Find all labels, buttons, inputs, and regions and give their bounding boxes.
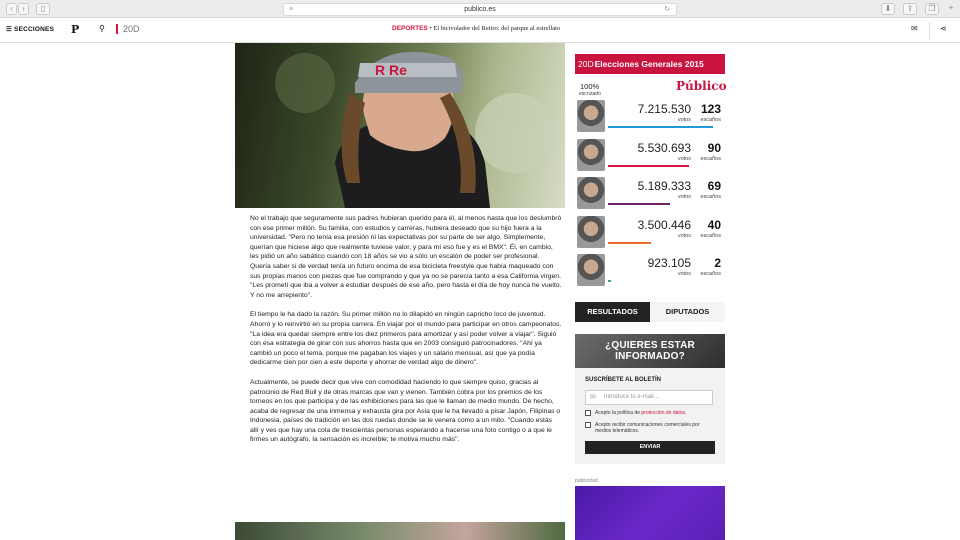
email-placeholder: Introduce tu e-mail...: [604, 394, 659, 400]
votes-label: votos: [677, 271, 691, 277]
tab-deputies[interactable]: DIPUTADOS: [650, 302, 725, 322]
commercial-label: Acepto recibir comunicaciones comerciales por medios telemáticos.: [595, 422, 700, 434]
scrutiny-label: escrutado: [579, 91, 601, 97]
privacy-checkbox[interactable]: [585, 410, 591, 416]
article-body: [250, 214, 562, 455]
sidebar-toggle-icon[interactable]: ▯: [36, 3, 50, 15]
party-share-bar: [608, 126, 713, 128]
commercial-checkbox[interactable]: [585, 422, 591, 428]
privacy-end: .: [685, 410, 687, 416]
seats-label: escaños: [700, 194, 721, 200]
share-icon[interactable]: ⇪: [903, 3, 917, 15]
party-result-row[interactable]: [575, 100, 725, 136]
publico-logo: Público: [676, 79, 727, 93]
mail-icon: ✉: [590, 394, 596, 401]
header-divider: [929, 22, 930, 40]
seats-label: escaños: [700, 155, 721, 162]
breaking-headline: • El bicivolador del Retiro: del parque al estrellato: [427, 25, 561, 32]
candidate-photo: [577, 177, 605, 209]
votes-label: votos: [677, 232, 691, 239]
ad-banner[interactable]: [575, 486, 725, 540]
reload-icon[interactable]: ↻: [664, 6, 670, 13]
party-share-bar: [608, 203, 670, 205]
share-icon[interactable]: ⋖: [940, 24, 947, 33]
url-text: publico.es: [464, 6, 496, 13]
search-icon[interactable]: ⚲: [99, 24, 105, 33]
newsletter-banner: [575, 334, 725, 368]
address-bar[interactable]: [283, 3, 677, 16]
party-votes: 7.215.530: [637, 102, 691, 116]
article-paragraph: No el trabajo que seguramente sus padres hubieran querido para él, al menos hasta que los deslumbró con ese primer millón. Su familia, con estudios y carreras, hubiera deseado que su hijo fuera a la universidad. "Pero no tenía esa presión ni las expectativas por su parte de ser algo. Simplemente, querían que hiciese algo que realmente tuviese valor, y para mí eso fue y es el BMX". Él, en cambio, les pidió un año sabático cuando con 18 años se vio a sólo un escalón de poder ser profesional. Quería saber si de verdad tenía un futuro encima de esa bicicleta freestyle que había maqueado con sus propias manos con piezas que fue comprando y que ya no se parecía tanto a esa California virgen. "Les prometí que iba a volver a estudiar después de ese año, pero hasta el día de hoy nunca he vuelto. Y no me arrepiento".: [250, 215, 562, 299]
breaking-category: DEPORTES: [392, 25, 428, 32]
article-paragraph: El tiempo le ha dado la razón. Su primer millón no lo dilapidó en ningún capricho loco de juventud. Ahorró y lo reinvirtió en su propia carrera. En viajar por el mundo para participar en otros campeonatos. "La idea era quedar siempre entre los diez primeros para amortizar y así poder volver a viajar". Siguió con esa estrategia de girar con sus ahorros hasta que en 2003 consiguió patrocinadores. "Ahí ya cambió un poco el tema, porque me pagaban los viajes y un salario mensual, así que ya podía dedicarme cien por cien a este deporte y ahorrar de verdad algo de dinero".: [250, 311, 562, 367]
party-votes: 5.530.693: [637, 140, 691, 155]
tab-results[interactable]: RESULTADOS: [575, 302, 650, 322]
download-icon[interactable]: ⬇: [881, 3, 895, 15]
newsletter-banner-line2: INFORMADO?: [615, 351, 685, 362]
browser-toolbar: [0, 0, 960, 18]
privacy-text: Acepto la política de: [595, 410, 642, 416]
party-seats: 2: [714, 256, 721, 270]
candidate-photo: [577, 139, 605, 171]
results-tag: 20D: [578, 59, 594, 69]
breaking-news[interactable]: [392, 25, 560, 32]
results-widget-header[interactable]: [575, 54, 725, 74]
reader-icon[interactable]: ≡: [289, 6, 294, 13]
party-seats: 90: [707, 140, 721, 155]
forward-icon[interactable]: ›: [18, 3, 29, 15]
candidate-photo: [577, 254, 605, 286]
party-votes: 5.189.333: [637, 179, 691, 193]
votes-label: votos: [677, 117, 691, 123]
party-votes: 3.500.446: [637, 217, 691, 232]
back-icon[interactable]: ‹: [6, 3, 17, 15]
privacy-link[interactable]: protección de datos: [641, 410, 686, 416]
new-tab-icon[interactable]: +: [948, 3, 954, 12]
mail-icon[interactable]: ✉: [911, 24, 918, 33]
party-result-row[interactable]: [575, 177, 725, 213]
party-votes: 923.105: [647, 256, 691, 270]
newsletter-email-input[interactable]: [585, 390, 713, 405]
results-title: Elecciones Generales 2015: [594, 59, 704, 69]
newsletter-title: SUSCRÍBETE AL BOLETÍN: [585, 377, 662, 383]
scrutiny-percent: 100%: [580, 82, 600, 91]
newsletter-banner-line1: ¿QUIERES ESTAR: [605, 340, 695, 351]
article-photo-2: [235, 522, 565, 540]
candidate-photo: [577, 216, 605, 248]
seats-label: escaños: [700, 232, 721, 239]
candidate-photo: [577, 100, 605, 132]
tag-20d-link[interactable]: 20D: [116, 24, 140, 34]
party-share-bar: [608, 242, 651, 244]
party-result-row[interactable]: [575, 216, 725, 252]
site-header: [0, 19, 960, 43]
party-seats: 40: [707, 217, 721, 232]
votes-label: votos: [677, 194, 691, 200]
privacy-label: [595, 410, 713, 416]
sections-menu-button[interactable]: ☰ SECCIONES: [6, 26, 55, 33]
results-tabs: [575, 302, 725, 322]
seats-label: escaños: [700, 117, 721, 123]
tabs-icon[interactable]: ❐: [925, 3, 939, 15]
article-paragraph: Actualmente, se puede decir que vive con comodidad haciendo lo que siempre quiso, gracias al patrocinio de Red Bull y de otras marcas que van y vienen. También cobra por los premios de los torneos en los que participa y de las exhibiciones para las que le llaman de medio mundo. De hecho, acaba de regresar de una inmensa y exhausta gira por Asia que le ha llevado a pisar Japón, Filipinas o Indonesia, países de tradición en las dos ruedas donde se le venera como a un mito. "Cuando estás allí y ves que hay una cola de trescientas personas esperando a hacerse una foto contigo o a que le firmes un autógrafo, la sensación es increíble; te motiva mucho más".: [250, 378, 561, 444]
newsletter-form: [575, 368, 725, 464]
ad-label: publicidad: [575, 478, 598, 484]
party-share-bar: [608, 280, 611, 282]
party-result-row[interactable]: [575, 139, 725, 175]
sections-label: SECCIONES: [14, 26, 55, 33]
party-share-bar: [608, 165, 689, 167]
party-result-row[interactable]: [575, 254, 725, 290]
votes-label: votos: [677, 155, 691, 162]
party-seats: 123: [700, 102, 721, 116]
newsletter-send-button[interactable]: ENVIAR: [585, 441, 715, 454]
seats-label: escaños: [700, 271, 721, 277]
party-seats: 69: [707, 179, 721, 193]
svg-text:R Re: R Re: [375, 62, 407, 78]
site-logo[interactable]: P: [71, 23, 80, 36]
article-photo: [235, 43, 565, 208]
rider-photo-illustration: [235, 43, 565, 208]
